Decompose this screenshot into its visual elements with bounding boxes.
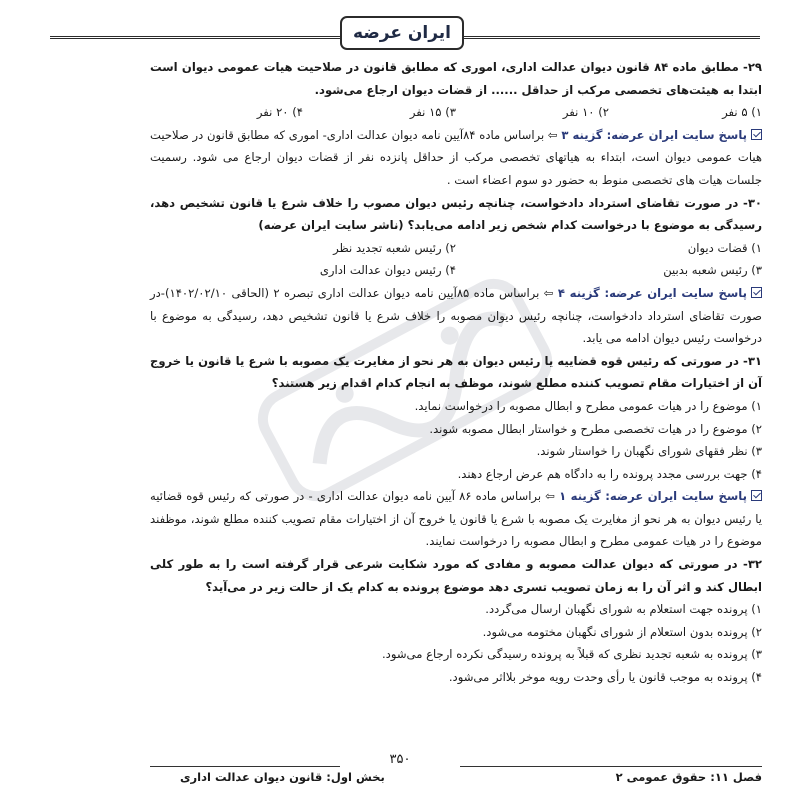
option-30-2: ۲) رئیس شعبه تجدید نظر xyxy=(333,240,456,255)
option-29-2: ۲) ۱۰ نفر xyxy=(562,105,609,120)
options-29 xyxy=(150,101,762,124)
logo-text: ایران عرضه xyxy=(353,23,451,43)
answer-29 xyxy=(150,124,762,192)
answer-30-body: براساس ماده ۸۵آیین نامه دیوان عدالت اداری تبصره ۲ (الحاقی ۱۴۰۲/۰۲/۱۰)-در صورت تقاضای استرداد دادخواست، چنانچه رئیس دیوان مصوبه را خلاف شرع یا قانون تشخیص دهد، رسیدگی به موضوع با درخواست رئیس دیوان ادامه می یابد. xyxy=(150,285,762,346)
option-31-2: ۲) موضوع را در هیات تخصصی مطرح و خواستار ابطال مصوبه شوند. xyxy=(429,421,762,436)
options-30-row-1 xyxy=(150,237,762,260)
option-32-1: ۱) پرونده جهت استعلام به شورای نگهبان ارسال می‌گردد. xyxy=(485,602,762,617)
footer-section: بخش اول: قانون دیوان عدالت اداری xyxy=(180,770,385,784)
arrow-left-icon: ⇦ xyxy=(547,127,558,142)
answer-31-body: براساس ماده ۸۶ آیین نامه دیوان عدالت اداری - در صورتی که رئیس قوه قضائیه یا رئیس دیوان به هر نحو از مغایرت یک مصوبه با شرع یا قانون یا خروج آن از اختیارات مقام تصویب کننده مطلع شوند، موظفند موضوع را در هیات عمومی مطرح و ابطال مصوبه را درخواست نمایند. xyxy=(150,489,762,549)
question-30: ۳۰- در صورت تقاضای استرداد دادخواست، چنانچه رئیس دیوان مصوب را خلاف شرع یا قانون تشخیص دهد، رسیدگی به موضوع با درخواست کدام شخص زیر ادامه می‌یابد؟ (ناشر سایت ایران عرضه) xyxy=(150,195,762,233)
option-30-3: ۳) رئیس شعبه بدبین xyxy=(663,263,762,278)
options-30-row-2 xyxy=(150,259,762,282)
checkbox-icon xyxy=(751,129,762,140)
option-32-2: ۲) پرونده بدون استعلام از شورای نگهبان مختومه می‌شود. xyxy=(482,624,762,639)
arrow-left-icon: ⇦ xyxy=(545,489,555,504)
answer-31 xyxy=(150,485,762,553)
option-30-4: ۴) رئیس دیوان عدالت اداری xyxy=(319,263,456,278)
option-32-4: ۴) پرونده به موجب قانون یا رأی وحدت رویه موخر بلااثر می‌شود. xyxy=(448,670,762,685)
answer-30-head: پاسخ سایت ایران عرضه: گزینه ۴ xyxy=(557,285,748,300)
footer-chapter: فصل ۱۱: حقوق عمومی ۲ xyxy=(615,770,762,784)
arrow-left-icon: ⇦ xyxy=(543,285,554,300)
checkbox-icon xyxy=(751,490,762,501)
answer-29-body: براساس ماده ۸۴آیین نامه دیوان عدالت اداری- اموری که مطابق قانون در صلاحیت هیات عمومی دیوان است، ابتداء به هیاتهای تخصصی مرکب از حداقل پانزده نفر از قضات دیوان ارجاع می شود. رسمیت جلسات هیات های تخصصی منوط به حضور دو سوم اعضاء است . xyxy=(150,127,762,187)
option-30-1: ۱) قضات دیوان xyxy=(687,240,762,255)
option-29-3: ۳) ۱۵ نفر xyxy=(409,105,456,120)
option-29-1: ۱) ۵ نفر xyxy=(722,105,762,120)
site-logo xyxy=(340,16,464,50)
checkbox-icon xyxy=(751,287,762,298)
option-31-1: ۱) موضوع را در هیات عمومی مطرح و ابطال مصوبه را درخواست نماید. xyxy=(414,398,762,413)
page-content xyxy=(150,56,762,689)
question-31: ۳۱- در صورتی که رئیس قوه قضاییه یا رئیس دیوان به هر نحو از مغایرت یک مصوبه با شرع یا قانون یا خروج آن از اختیارات مقام تصویب کننده مطلع شوند، موظف به انجام کدام اقدام زیر هستند؟ xyxy=(150,353,762,391)
option-31-4: ۴) جهت بررسی مجدد پرونده را به دادگاه هم عرض ارجاع دهند. xyxy=(457,466,762,481)
option-29-4: ۴) ۲۰ نفر xyxy=(256,105,303,120)
answer-30 xyxy=(150,282,762,350)
option-32-3: ۳) پرونده به شعبه تجدید نظری که قبلاً به پرونده رسیدگی نکرده ارجاع می‌شود. xyxy=(381,647,762,662)
page-number: ۳۵۰ xyxy=(340,752,460,767)
answer-31-head: پاسخ سایت ایران عرضه: گزینه ۱ xyxy=(559,489,747,504)
answer-29-head: پاسخ سایت ایران عرضه: گزینه ۳ xyxy=(561,127,748,142)
option-31-3: ۳) نظر فقهای شورای نگهبان را خواستار شوند. xyxy=(536,444,762,459)
question-32: ۳۲- در صورتی که دیوان عدالت مصوبه و مفادی که مورد شکایت شرعی قرار گرفته است را به طور کلی ابطال کند و اثر آن را به زمان تصویب تسری دهد موضوع پرونده به کدام یک از حالت زیر در می‌آید؟ xyxy=(150,557,762,594)
question-29: ۲۹- مطابق ماده ۸۴ قانون دیوان عدالت اداری، اموری که مطابق قانون در صلاحیت هیات عمومی دیوان است ابتدا به هیئت‌های تخصصی مرکب از حداقل ...... از قضات دیوان ارجاع می‌شود. xyxy=(150,60,763,97)
